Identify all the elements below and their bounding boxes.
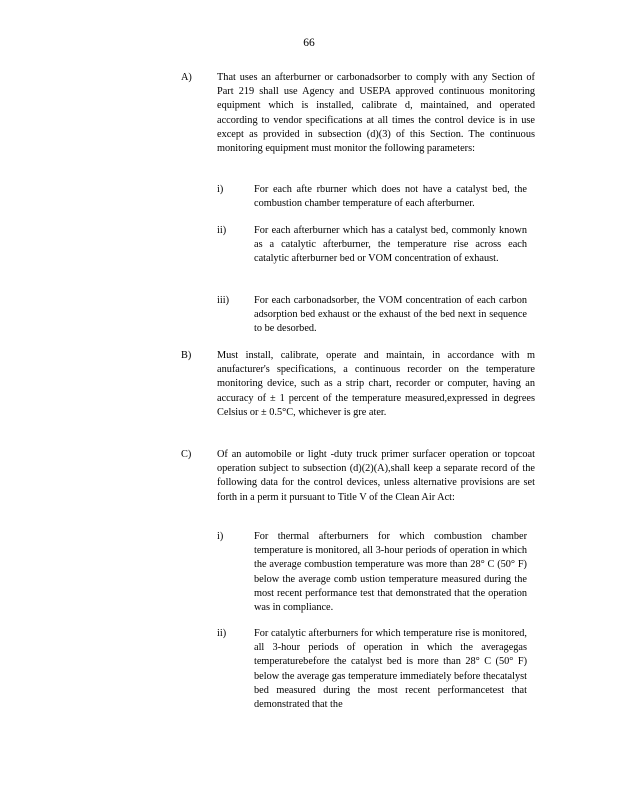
subsection-a-text: That uses an afterburner or carbonadsorber to comply with any Section of Part 219 shall use Agency and USEPA approved continuous monitoring equipment which is installed, calibrate d, maintained, and operated according to vendor specifications at all times the control device is in use except as provided in subsection (d)(3) of this Section. The continuous monitoring equipment must monitor the following parameters: [217,72,535,155]
subsection-a-iii-text: For each carbonadsorber, the VOM concentration of each carbon adsorption bed exhaust or the exhaust of the bed next in sequence to be desorbed. [254,295,527,335]
page-number: 66 [303,37,315,49]
subsection-c-ii-marker: ii) [217,628,227,639]
subsection-c-marker: C) [181,449,192,460]
subsection-a-iii-marker: iii) [217,295,230,306]
subsection-a-marker: A) [181,72,192,83]
subsection-a-ii-text: For each afterburner which has a catalyst bed, commonly known as a catalytic afterburner, the temperature rise across each catalytic afterburner bed or VOM concentration of exhaust. [254,225,527,265]
subsection-a-i-marker: i) [217,184,224,195]
subsection-c-ii-text: For catalytic afterburners for which temperature rise is monitored, all 3-hour periods of operation in which the averagegas temperaturebefore the catalyst bed is more than 28° C (50° F) below the average gas temperature immediately before thecatalyst bed measured during the most recent performancetest that demonstrated that the [254,628,527,711]
subsection-b-marker: B) [181,350,192,361]
subsection-b-text: Must install, calibrate, operate and maintain, in accordance with m anufacturer's specifications, a continuous recorder on the temperature monitoring device, such as a strip chart, recorder or computer, having an accuracy of ± 1 percent of the temperature measured,expressed in degrees Celsius or ± 0.5°C, whichever is gre ater. [217,350,535,418]
subsection-a-ii-marker: ii) [217,225,227,236]
subsection-a-i-text: For each afte rburner which does not have a catalyst bed, the combustion chamber temperature of each afterburner. [254,184,527,210]
subsection-c-i-text: For thermal afterburners for which combustion chamber temperature is monitored, all 3-hour periods of operation in which the average combustion temperature was more than 28° C (50° F) below the average comb ustion temperature measured during the most recent performance test that demonstrated that the operation was in compliance. [254,531,527,614]
subsection-c-text: Of an automobile or light -duty truck primer surfacer operation or topcoat operation subject to subsection (d)(2)(A),shall keep a separate record of the following data for the control devices, unless alternative provisions are set forth in a perm it pursuant to Title V of the Clean Air Act: [217,449,535,503]
subsection-c-i-marker: i) [217,531,224,542]
